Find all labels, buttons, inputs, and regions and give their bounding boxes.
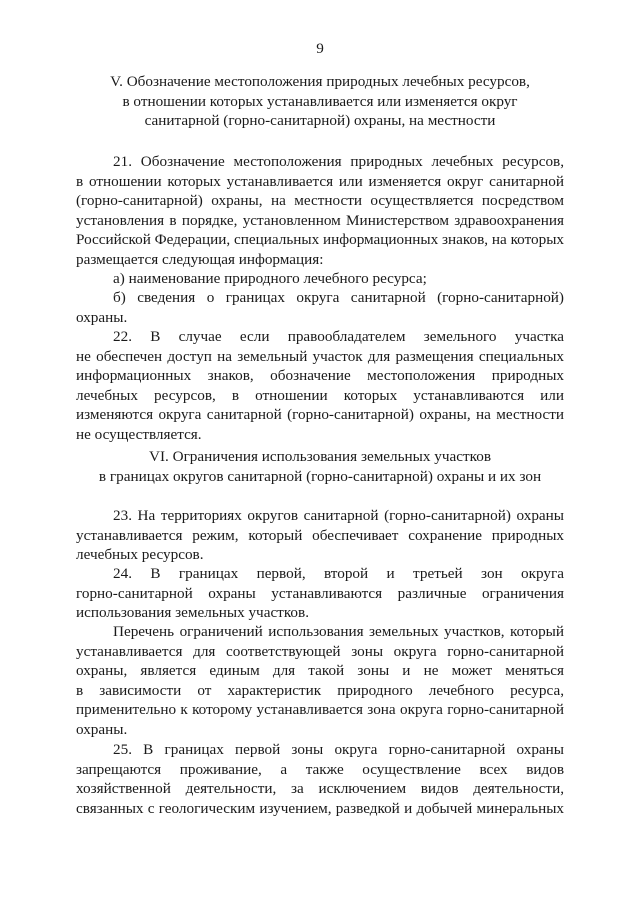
heading-line: санитарной (горно-санитарной) охраны, на местности xyxy=(144,112,496,129)
text-line: а) наименование природного лечебного ресурса; xyxy=(113,270,427,287)
text-line: лечебных ресурсов, в отношении которых устанавливаются или xyxy=(76,386,564,404)
paragraph-23 xyxy=(76,506,564,565)
text-line: 21. Обозначение местоположения природных лечебных ресурсов, xyxy=(113,153,564,170)
text-line: применительно к которому устанавливается зона округа горно-санитарной xyxy=(76,701,564,718)
text-line: изменяются округа санитарной (горно-санитарной) охраны, на местности xyxy=(76,406,564,423)
text-line: охраны. xyxy=(76,308,128,326)
text-line: в отношении которых устанавливается или изменяется округ санитарной xyxy=(76,172,564,190)
paragraph-25 xyxy=(76,740,564,818)
text-line: хозяйственной деятельности, за исключением видов деятельности, xyxy=(76,780,564,797)
text-line: б) сведения о границах округа санитарной (горно-санитарной) xyxy=(113,289,564,306)
text-line: использования земельных участков. xyxy=(76,604,309,621)
text-line: 22. В случае если правообладателем земельного участка xyxy=(113,328,564,345)
text-line: Перечень ограничений использования земельных участков, который xyxy=(113,623,564,640)
paragraph-21-a xyxy=(76,269,564,289)
text-line: устанавливается для соответствующей зоны округа горно-санитарной xyxy=(76,642,564,660)
text-line: размещается следующая информация: xyxy=(76,250,324,268)
paragraph-21-b xyxy=(76,288,564,327)
paragraph-21 xyxy=(76,152,564,269)
heading-line: в отношении которых устанавливается или изменяется округ xyxy=(122,92,518,110)
text-line: устанавливается режим, который обеспечивает сохранение природных xyxy=(76,526,564,544)
text-line: 23. На территориях округов санитарной (горно-санитарной) охраны xyxy=(113,507,564,524)
section-heading-6 xyxy=(76,447,564,486)
text-line: охраны. xyxy=(76,720,128,738)
text-line: горно-санитарной охраны устанавливаются различные ограничения xyxy=(76,584,564,602)
page-number: 9 xyxy=(316,40,324,57)
text-line: Российской Федерации, специальных информационных знаков, на которых xyxy=(76,231,564,248)
text-line: связанных с геологическим изучением, разведкой и добычей минеральных xyxy=(76,799,564,817)
paragraph-24 xyxy=(76,564,564,623)
text-line: лечебных ресурсов. xyxy=(76,546,204,563)
text-line: не осуществляется. xyxy=(76,425,202,443)
paragraph-24-list xyxy=(76,622,564,739)
text-line: (горно-санитарной) охраны, на местности осуществляется посредством xyxy=(76,192,564,209)
text-line: установления в порядке, установленном Министерством здравоохранения xyxy=(76,211,564,229)
text-line: охраны, является единым для такой зоны и не может меняться xyxy=(76,662,564,679)
text-line: 24. В границах первой, второй и третьей зон округа xyxy=(113,565,564,582)
text-line: 25. В границах первой зоны округа горно-санитарной охраны xyxy=(113,741,564,758)
heading-line: VI. Ограничения использования земельных участков xyxy=(148,448,491,465)
heading-line: V. Обозначение местоположения природных лечебных ресурсов, xyxy=(110,73,530,90)
paragraph-22 xyxy=(76,327,564,444)
text-line: запрещаются проживание, а также осуществление всех видов xyxy=(76,760,564,778)
section-heading-5 xyxy=(76,72,564,131)
text-line: информационных знаков, обозначение местоположения природных xyxy=(76,367,564,384)
text-line: в зависимости от характеристик природного лечебного ресурса, xyxy=(76,681,564,699)
text-line: не обеспечен доступ на земельный участок для размещения специальных xyxy=(76,347,564,365)
heading-line: в границах округов санитарной (горно-санитарной) охраны и их зон xyxy=(98,467,542,485)
